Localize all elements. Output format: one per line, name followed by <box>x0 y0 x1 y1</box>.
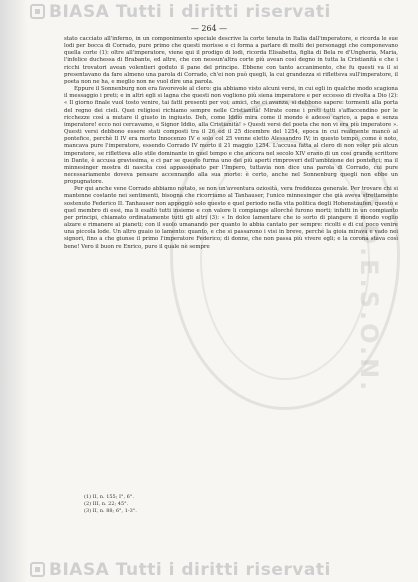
body-text <box>64 36 398 251</box>
page-number: — 264 — <box>190 24 228 33</box>
footnote-2: (2) III, n. 22; 45°. <box>84 501 129 507</box>
library-stamp-lettering: A.D.E.S.O.N. <box>355 190 383 394</box>
paragraph-2: Eppure il Sonnenburg non era favorevole al clero: gia abbiamo visto alcuni versi, in cui egli in qualche modo scagiona il messaggio i preti; e in altri egli si lagna che questi non vogliono più siena imperatore e per eccesso di rivolta a Dio (2): « Il giorno finale vuol tosto venire, tai fatti presenti per voi; amici, che ci avanza, si debbono sapere: tormenti alla porta del regno dei cieli. Quei religiosi richiamo sempre nelle Cristianità! Mirate come i preti tutti s'affaccendino per le ricchezze così a mutare il giusto in ingiusto. Deh, come Iddio mira come il mondo è adesso carico, a papa e senza imperatore! ecco noi cercavamo, e Signor Iddio, alla Cristianità! » Questi versi del poeta che non vi era più imperatore ». Questi versi debbono essere stati composti tra il 26 ed il 25 dicembre del 1254, epoca in cui realmente mancò al pontefice, perchè Il IV era morto Innocenzo IV e solo col 25 venne eletto Alessandro IV; in questo tempo, come è noto, mancava pure l'imperatore, essendo Corrado IV morto il 21 maggio 1254. L'accusa fatta al clero di non voler più alcun imperatore, se rifletteva allo stile dominante in quel tempo e che ancora nel secolo XIV erano di un cosí grande scrittore in Dante, è accusa gravissima, e ci par se questo furma uno dei più aperti rimproveri dell'ambizione dei pontefici; ma il minnesinger mostra di nascita così appassionato per l'Impero, tuttavia non dice una parola di Corrado, cui pure necessariamente doveva pensare accennando alla sua morte: è certo, anche nel Sonnenburg quegli non ebbe un propugnatore. <box>64 86 398 186</box>
biasa-logo-icon <box>30 4 45 19</box>
biasa-logo-icon <box>30 562 45 577</box>
watermark-top <box>30 2 418 22</box>
footnote-1: (1) II, n. 155; I°, 6°. <box>84 494 134 500</box>
paragraph-1: stato cacciato all'inferno, in un componimento speciale descrive la corte tenuta in Italia dall'imperatore, e ricorda le sue lodi per bocca di Corrado, pure primo che questi morisse e ci forma a parlare di molti dei personaggi che componevano quella corte (1): oltre all'imperatore, viene qui il prodigo di lodi, ricorda Elisabetta, figlia di Bela re d'Ungheria, Maria, l'infelice duchessa di Brabante, ed altre, che con nessun'altra corte più avean cosí degno in tutta la Cristianità e che i ricchi trovatori avean volentieri goduto il pane del principe. Ebbene con tanto accanimento, che fu questi va il si presentavano da fare almeno una parola di Corrado, ch'ei non può quegli, la cui grandezza si rifletteva sull'imperatore, il poeta non ne ha, e meglio non ne vuol dire una parola. <box>64 36 398 85</box>
watermark-top-text: BIASA Tutti i diritti riservati <box>49 2 331 22</box>
scan-gutter-shadow <box>0 0 28 582</box>
watermark-bottom-text: BIASA Tutti i diritti riservati <box>49 560 331 580</box>
paragraph-3: Per qui anche vene Corrado abbiamo notato, se non un'avventura oziosità, vera freddezza generale. Per trovare chi si mantenne costante nei sentimenti, bisogna che ricorriamo al Tanhauser, l'unico minnesinger che già aveva strettamente sostenuto Federico II. Tanhauser non appoggiò solo questo e quel periodo nella vita politica degli Hohenstaufen, questo e quel membro di essi, ma li esaltò tutti insieme e con valore li compiange allorché furono morti; infatti in un compianto per principi, chiamato ordinatamente tutti gli altri (3): « In dolce lamentare che io sorto di piangere il mondo voglio alzare e rimanere ai pianeti; con il suolo umanando per quanto lo abbia cantato per sempre: ricolti e di cui poco venire una piccola lode. Un altro guaio io lamento: quanto, e che si passarono i visi in breve, perché la gioia mirava e vado nei signori, fino a che giunse il primo l'imperatore Federico; di donne, che non passa più vivere egli; e la corona stava così bene! Vero il buon re Enrico, pure il quale nè sempre <box>64 186 398 250</box>
watermark-bottom <box>30 560 418 580</box>
footnotes <box>84 494 284 515</box>
footnote-3: (3) II, n. 88; 6°, 1-3°. <box>84 508 137 514</box>
